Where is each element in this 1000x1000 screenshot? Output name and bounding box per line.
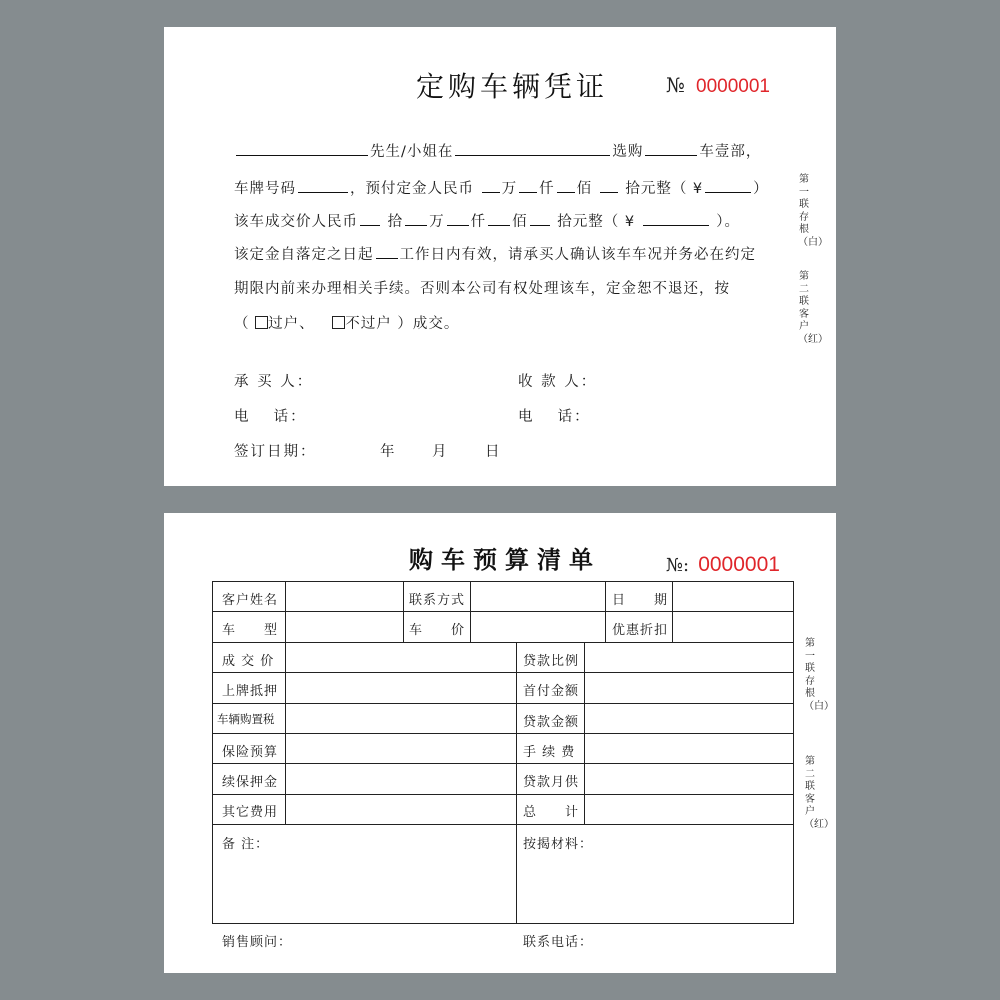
voucher-number bbox=[666, 73, 770, 98]
down-payment-label: 首付金额 bbox=[523, 684, 580, 699]
loan-amount-field[interactable] bbox=[586, 705, 792, 732]
deposit-label: ，预付定金人民币 bbox=[350, 181, 474, 197]
row-divider bbox=[212, 703, 794, 704]
insurance-budget-field[interactable] bbox=[287, 735, 515, 762]
purchase-tax-label: 车辆购置税 bbox=[217, 712, 275, 726]
date-field[interactable] bbox=[674, 583, 792, 610]
customer-name-field[interactable] bbox=[287, 583, 402, 610]
open-paren: （ bbox=[234, 316, 250, 332]
monthly-payment-field[interactable] bbox=[586, 765, 792, 792]
price-bai-blank[interactable] bbox=[488, 211, 510, 226]
one-car-text: 车壹部， bbox=[699, 144, 762, 160]
row-divider bbox=[212, 794, 794, 795]
date-day: 日 bbox=[485, 444, 502, 460]
no-transfer-checkbox[interactable] bbox=[332, 316, 345, 329]
car-price-label: 车 价 bbox=[409, 623, 466, 638]
close-paren: ）。 bbox=[716, 214, 741, 230]
col-divider bbox=[584, 642, 585, 824]
deal-price-label: 成 交 价 bbox=[222, 654, 275, 669]
down-payment-field[interactable] bbox=[586, 674, 792, 701]
purchase-tax-field[interactable] bbox=[287, 705, 515, 732]
car-model-label: 车 型 bbox=[222, 623, 279, 638]
unit-shi-big: 拾 bbox=[387, 214, 404, 230]
validity-text-b: 工作日内有效，请承买人确认该车车况并务必在约定 bbox=[399, 247, 756, 263]
deposit-wan-blank[interactable] bbox=[482, 178, 500, 193]
renewal-deposit-label: 续保押金 bbox=[222, 775, 279, 790]
handling-fee-label: 手 续 费 bbox=[523, 745, 576, 760]
mortgage-materials-label: 按揭材料： bbox=[523, 837, 594, 852]
price-line bbox=[234, 210, 740, 231]
renewal-deposit-field[interactable] bbox=[287, 765, 515, 792]
col-divider bbox=[403, 581, 404, 642]
plate-blank[interactable] bbox=[298, 178, 348, 193]
price-wan-blank[interactable] bbox=[405, 211, 427, 226]
other-fees-label: 其它费用 bbox=[222, 805, 279, 820]
row-divider bbox=[212, 824, 794, 825]
copy-note-customer: 第二联客户（红） bbox=[798, 271, 828, 345]
budget-number bbox=[666, 553, 780, 577]
unit-wan: 万 bbox=[501, 181, 518, 197]
row-divider bbox=[212, 733, 794, 734]
discount-field[interactable] bbox=[674, 613, 792, 640]
car-model-blank[interactable] bbox=[645, 141, 697, 156]
deposit-line bbox=[234, 177, 769, 198]
contact-method-field[interactable] bbox=[472, 583, 604, 610]
no-transfer-label: 不过户 bbox=[345, 316, 392, 332]
payee-phone-label: 电 话： bbox=[518, 409, 591, 425]
car-price-field[interactable] bbox=[472, 613, 604, 640]
copy-note-customer: 第二联客户（红） bbox=[804, 756, 834, 830]
col-divider bbox=[470, 581, 471, 642]
row-divider bbox=[212, 763, 794, 764]
dealer-blank[interactable] bbox=[455, 141, 610, 156]
mortgage-materials-field[interactable] bbox=[518, 853, 792, 921]
price-amount-blank[interactable] bbox=[643, 211, 709, 226]
buyer-label: 承 买 人： bbox=[234, 374, 314, 390]
row-divider bbox=[212, 672, 794, 673]
workdays-blank[interactable] bbox=[376, 244, 398, 259]
loan-ratio-field[interactable] bbox=[586, 644, 792, 671]
unit-qian: 仟 bbox=[470, 214, 487, 230]
deposit-bai-blank[interactable] bbox=[557, 178, 575, 193]
voucher-title: 定购车辆凭证 bbox=[416, 70, 609, 103]
col-divider bbox=[516, 642, 517, 924]
unit-qian: 仟 bbox=[539, 181, 555, 197]
number-value: 0000001 bbox=[698, 553, 780, 576]
buyer-name-blank[interactable] bbox=[236, 141, 368, 156]
transfer-label: 过户、 bbox=[268, 316, 315, 332]
plate-label: 车牌号码 bbox=[234, 181, 296, 197]
loan-amount-label: 贷款金额 bbox=[523, 715, 580, 730]
deposit-shi-blank[interactable] bbox=[600, 178, 618, 193]
transfer-options bbox=[234, 312, 459, 333]
loan-ratio-label: 贷款比例 bbox=[523, 654, 580, 669]
buyer-line bbox=[234, 140, 761, 161]
payee-label: 收 款 人： bbox=[518, 374, 598, 390]
price-label: 该车成交价人民币 bbox=[234, 214, 358, 230]
handling-fee-field[interactable] bbox=[586, 735, 792, 762]
deposit-qian-blank[interactable] bbox=[519, 178, 537, 193]
transfer-checkbox[interactable] bbox=[255, 316, 268, 329]
unit-shi-yuan: 拾元整（ ¥ bbox=[625, 181, 704, 197]
remarks-field[interactable] bbox=[214, 853, 514, 921]
close-paren-deal: ）成交。 bbox=[397, 316, 460, 332]
validity-line bbox=[234, 243, 756, 264]
price-qian-blank[interactable] bbox=[447, 211, 469, 226]
discount-label: 优惠折扣 bbox=[612, 623, 669, 638]
customer-name-label: 客户姓名 bbox=[222, 593, 279, 608]
deal-price-field[interactable] bbox=[287, 644, 515, 671]
purchase-budget-form bbox=[164, 513, 836, 973]
row-divider bbox=[212, 611, 794, 612]
other-fees-field[interactable] bbox=[287, 796, 515, 823]
col-divider bbox=[605, 581, 606, 642]
unit-wan: 万 bbox=[429, 214, 445, 230]
price-shiwan-blank[interactable] bbox=[360, 211, 380, 226]
monthly-payment-label: 贷款月供 bbox=[523, 775, 580, 790]
buyer-phone-label: 电 话： bbox=[234, 409, 307, 425]
unit-bai: 佰 bbox=[576, 181, 593, 197]
contact-phone-label: 联系电话： bbox=[523, 935, 594, 950]
col-divider bbox=[285, 581, 286, 824]
mr-ms-at-text: 先生/小姐在 bbox=[370, 144, 454, 160]
budget-title: 购车预算清单 bbox=[409, 545, 601, 574]
car-model-field[interactable] bbox=[287, 613, 402, 640]
deposit-voucher-form bbox=[164, 27, 836, 486]
validity-text-a: 该定金自落定之日起 bbox=[234, 247, 374, 263]
date-month: 月 bbox=[432, 444, 449, 460]
date-year: 年 bbox=[380, 444, 397, 460]
number-value: 0000001 bbox=[696, 76, 770, 97]
copy-note-stub: 第一联存根（白） bbox=[798, 174, 828, 248]
select-text: 选购 bbox=[612, 144, 644, 160]
close-paren: ） bbox=[753, 181, 769, 197]
col-divider bbox=[672, 581, 673, 642]
sales-advisor-label: 销售顾问： bbox=[222, 935, 293, 950]
deposit-amount-blank[interactable] bbox=[705, 178, 751, 193]
terms-line: 期限内前来办理相关手续。否则本公司有权处理该车，定金恕不退还，按 bbox=[234, 281, 730, 297]
insurance-budget-label: 保险预算 bbox=[222, 745, 279, 760]
contact-method-label: 联系方式 bbox=[409, 593, 466, 608]
date-label: 日 期 bbox=[612, 593, 669, 608]
number-label: №: bbox=[666, 555, 690, 576]
sign-date-label: 签订日期： bbox=[234, 444, 317, 460]
copy-note-stub: 第一联存根（白） bbox=[804, 638, 834, 712]
plate-mortgage-field[interactable] bbox=[287, 674, 515, 701]
total-field[interactable] bbox=[586, 796, 792, 823]
unit-bai: 佰 bbox=[512, 214, 528, 230]
remarks-label: 备 注： bbox=[222, 837, 270, 852]
row-divider bbox=[212, 642, 794, 643]
number-label: № bbox=[666, 73, 685, 97]
total-label: 总 计 bbox=[523, 805, 580, 820]
price-shi-blank[interactable] bbox=[530, 211, 550, 226]
plate-mortgage-label: 上牌抵押 bbox=[222, 684, 279, 699]
unit-shi-yuan: 拾元整（ ¥ bbox=[557, 214, 636, 230]
